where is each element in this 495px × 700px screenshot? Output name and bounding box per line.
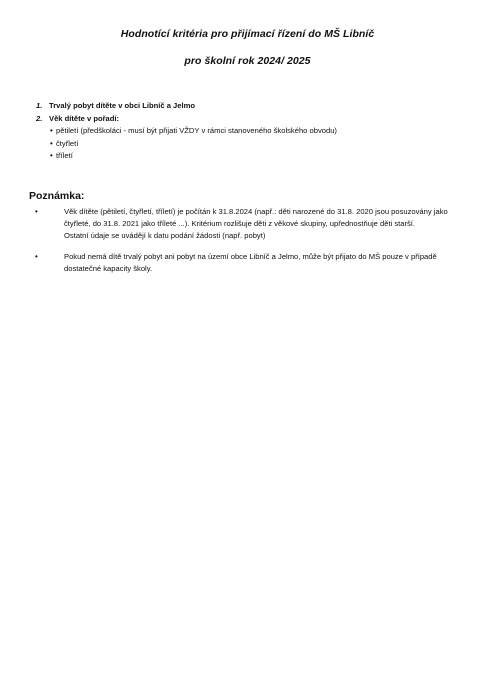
criteria-number: 1. bbox=[36, 101, 43, 110]
notes-list bbox=[35, 206, 460, 285]
age-order-item bbox=[50, 150, 466, 163]
criteria-list bbox=[36, 100, 466, 163]
age-order-item bbox=[50, 138, 466, 151]
document-subtitle: pro školní rok 2024/ 2025 bbox=[184, 55, 311, 67]
criteria-label: Trvalý pobyt dítěte v obci Libníč a Jelmo bbox=[49, 101, 196, 110]
criteria-number: 2. bbox=[36, 113, 43, 123]
criteria-label: Věk dítěte v pořadí: bbox=[49, 113, 120, 123]
age-order-text: pětiletí (předškoláci - musí být přijati VŽDY v rámci stanoveného školského obvodu) bbox=[56, 126, 337, 135]
age-order-text: tříletí bbox=[56, 151, 73, 160]
bullet-icon: • bbox=[50, 151, 53, 160]
age-order-text: čtyřletí bbox=[56, 138, 79, 148]
bullet-icon: • bbox=[50, 126, 53, 135]
note-text: Ostatní údaje se uvádějí k datu podání žádosti (např. pobyt) bbox=[64, 230, 266, 240]
bullet-icon: • bbox=[35, 252, 38, 262]
note-text: Věk dítěte (pětiletí, čtyřletí, tříletí) je počítán k 31.8.2024 (např.: děti narozené do 31.8. 2020 jsou posuzovány jako čtyřleté, do 31.8. 2021 jako tříleté ...). Kritérium rozlišuje děti z věkové skupiny, upřednostňuje děti starší. bbox=[64, 207, 448, 228]
document-title: Hodnotící kritéria pro přijímací řízení do MŠ Libníč bbox=[120, 28, 375, 40]
bullet-icon: • bbox=[35, 207, 38, 216]
note-heading: Poznámka: bbox=[29, 190, 85, 202]
age-order-list bbox=[50, 125, 466, 163]
bullet-icon: • bbox=[50, 138, 53, 148]
note-item bbox=[35, 251, 460, 275]
criteria-item bbox=[36, 113, 466, 126]
note-item bbox=[35, 206, 460, 241]
note-text: Pokud nemá dítě trvalý pobyt ani pobyt na území obce Libníč a Jelmo, může být přijato do MŠ pouze v případě dostatečné kapacity školy. bbox=[64, 252, 437, 274]
criteria-item bbox=[36, 100, 466, 113]
age-order-item bbox=[50, 125, 466, 138]
